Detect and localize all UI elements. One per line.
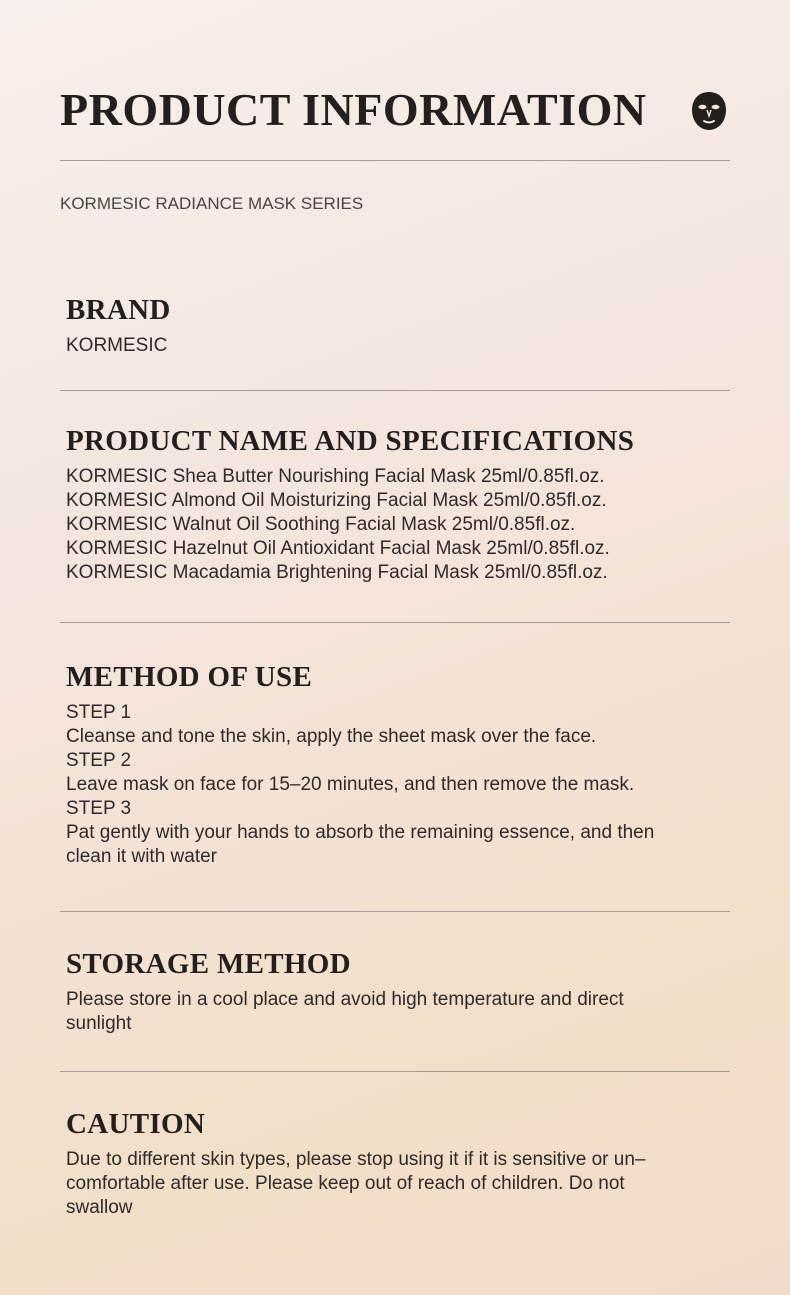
step-text: clean it with water <box>66 846 218 867</box>
title-row <box>60 82 730 142</box>
storage-heading: STORAGE METHOD <box>66 948 351 980</box>
divider <box>60 622 730 623</box>
divider <box>60 1071 730 1072</box>
storage-line: Please store in a cool place and avoid high temperature and direct <box>66 989 624 1010</box>
brand-name: KORMESIC <box>66 335 168 356</box>
storage-text <box>66 988 726 1036</box>
step-text: Leave mask on face for 15–20 minutes, and then remove the mask. <box>66 774 635 795</box>
spec-item: KORMESIC Hazelnut Oil Antioxidant Facial Mask 25ml/0.85fl.oz. <box>66 538 610 559</box>
series-subtitle: KORMESIC RADIANCE MASK SERIES <box>60 194 364 213</box>
page-title: PRODUCT INFORMATION <box>60 84 647 135</box>
brand-value <box>66 334 726 358</box>
brand-heading: BRAND <box>66 294 171 326</box>
step-label: STEP 2 <box>66 750 132 771</box>
spec-item: KORMESIC Shea Butter Nourishing Facial Mask 25ml/0.85fl.oz. <box>66 466 605 487</box>
caution-line: swallow <box>66 1197 133 1218</box>
caution-line: comfortable after use. Please keep out of reach of children. Do not <box>66 1173 625 1194</box>
spec-item: KORMESIC Walnut Oil Soothing Facial Mask 25ml/0.85fl.oz. <box>66 514 576 535</box>
spec-item: KORMESIC Almond Oil Moisturizing Facial Mask 25ml/0.85fl.oz. <box>66 490 607 511</box>
caution-heading: CAUTION <box>66 1108 206 1140</box>
divider <box>60 160 730 161</box>
step-label: STEP 1 <box>66 702 132 723</box>
caution-text <box>66 1148 726 1220</box>
storage-line: sunlight <box>66 1013 132 1034</box>
face-mask-icon <box>690 91 728 131</box>
step-label: STEP 3 <box>66 798 132 819</box>
method-heading: METHOD OF USE <box>66 661 313 693</box>
divider <box>60 390 730 391</box>
step-text: Cleanse and tone the skin, apply the sheet mask over the face. <box>66 726 597 747</box>
caution-line: Due to different skin types, please stop using it if it is sensitive or un– <box>66 1149 646 1170</box>
spec-item: KORMESIC Macadamia Brightening Facial Mask 25ml/0.85fl.oz. <box>66 562 608 583</box>
step-text: Pat gently with your hands to absorb the remaining essence, and then <box>66 822 655 843</box>
specifications-list <box>66 465 726 585</box>
method-steps <box>66 701 726 869</box>
divider <box>60 911 730 912</box>
specifications-heading: PRODUCT NAME AND SPECIFICATIONS <box>66 425 635 457</box>
